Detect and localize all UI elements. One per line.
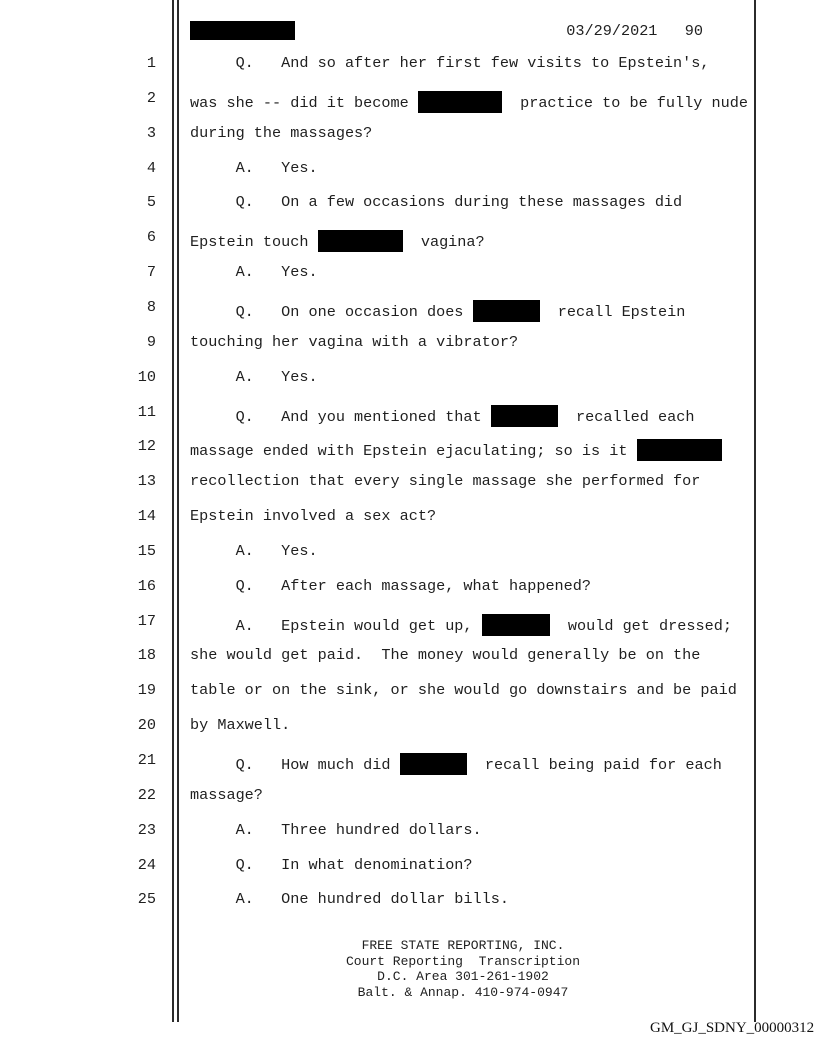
transcript-text: she would get paid. The money would generally be on the	[190, 646, 701, 665]
redaction-box	[491, 405, 558, 427]
line-number: 18	[137, 646, 156, 665]
line-number: 21	[137, 751, 156, 769]
transcript-text: A. Yes.	[190, 158, 318, 177]
line-text	[190, 718, 290, 733]
line-text	[190, 648, 700, 663]
page-header	[190, 20, 703, 42]
line-text	[190, 541, 318, 560]
line-text	[190, 123, 373, 142]
line-number: 11	[137, 402, 156, 421]
line-number: 20	[137, 716, 156, 735]
transcript-text: massage?	[190, 785, 263, 804]
line-number: 5	[146, 193, 156, 212]
line-number: 8	[146, 297, 156, 316]
line-text	[190, 300, 685, 322]
transcript-line	[0, 402, 754, 435]
redaction-box	[190, 21, 295, 40]
transcript-line	[0, 195, 754, 225]
transcript-line	[0, 332, 754, 365]
transcript-text: recollection that every single massage she performed for	[190, 472, 701, 491]
redaction-box	[318, 230, 403, 252]
line-number: 24	[137, 855, 156, 874]
transcript-line	[0, 576, 754, 609]
transcript-text: practice to be fully nude	[501, 93, 748, 112]
transcript-text: would get dressed;	[549, 616, 732, 635]
transcript-text: A. Three hundred dollars.	[190, 820, 482, 839]
line-text	[190, 56, 710, 71]
line-text	[190, 855, 473, 874]
line-number: 3	[146, 123, 156, 142]
line-number: 7	[146, 263, 156, 282]
transcript-text: recalled each	[557, 407, 695, 426]
header-date-and-page: 03/29/2021 90	[566, 22, 703, 40]
transcript-line	[0, 683, 754, 713]
transcript-text: was she -- did it become	[190, 93, 418, 112]
redaction-box	[400, 753, 467, 775]
line-text	[190, 91, 748, 113]
line-text	[190, 265, 318, 280]
transcript-line	[0, 611, 754, 644]
bates-number: GM_GJ_SDNY_00000312	[650, 1020, 815, 1036]
transcript-line	[0, 753, 754, 783]
transcript-line	[0, 648, 754, 678]
redaction-box	[473, 300, 540, 322]
right-margin-rule	[754, 0, 756, 1022]
line-number: 15	[137, 541, 156, 560]
transcript-text: Q. And so after her first few visits to Epstein's,	[190, 54, 710, 72]
transcript-text: Q. On one occasion does	[190, 302, 473, 321]
transcript-line	[0, 509, 754, 539]
transcript-text: Q. And you mentioned that	[190, 407, 491, 426]
redaction-box	[637, 439, 722, 461]
footer-line: Balt. & Annap. 410-974-0947	[357, 984, 569, 1000]
transcript-text: A. One hundred dollar bills.	[190, 890, 509, 909]
transcript-text: massage ended with Epstein ejaculating; so is it	[190, 442, 637, 461]
transcript-line	[0, 820, 754, 853]
line-number: 22	[137, 785, 156, 804]
transcript-text: A. Yes.	[190, 367, 318, 386]
transcript-text: A. Yes.	[190, 263, 318, 282]
transcript-text: recall Epstein	[539, 302, 686, 321]
line-text	[190, 195, 682, 210]
transcript-line	[0, 367, 754, 400]
line-number: 2	[146, 88, 156, 107]
transcript-text: table or on the sink, or she would go downstairs and be paid	[190, 681, 737, 700]
transcript-line	[0, 88, 754, 121]
line-number: 23	[137, 820, 156, 839]
redaction-box	[418, 91, 502, 113]
line-text	[190, 230, 485, 252]
line-number: 12	[137, 437, 156, 456]
line-text	[190, 576, 592, 595]
line-text	[190, 683, 737, 698]
redaction-box	[482, 614, 550, 636]
line-text	[190, 785, 263, 804]
line-number: 1	[146, 54, 156, 72]
line-number: 19	[137, 681, 156, 700]
line-text	[190, 405, 694, 427]
transcript-line	[0, 158, 754, 191]
transcript-line	[0, 855, 754, 888]
transcript-line	[0, 265, 754, 295]
transcript-text: A. Epstein would get up,	[190, 616, 482, 635]
line-text	[190, 332, 519, 351]
transcript-text: A. Yes.	[190, 541, 318, 560]
transcript-text: during the massages?	[190, 123, 373, 142]
transcript-line	[0, 123, 754, 156]
transcript-line	[0, 785, 754, 818]
line-text	[190, 439, 722, 461]
footer-line: D.C. Area 301-261-1902	[377, 969, 549, 985]
transcript-line	[0, 297, 754, 330]
transcript-text: Q. On a few occasions during these massages did	[190, 193, 683, 212]
line-text	[190, 892, 509, 907]
line-number: 17	[137, 611, 156, 630]
transcript-text: Q. After each massage, what happened?	[190, 576, 592, 595]
line-text	[190, 509, 436, 524]
transcript-line	[0, 56, 754, 86]
transcript-line	[0, 541, 754, 574]
transcript-text: Q. In what denomination?	[190, 855, 473, 874]
line-number: 13	[137, 472, 156, 491]
footer-line: Court Reporting Transcription	[345, 953, 581, 969]
transcript-text: vagina?	[402, 233, 485, 252]
line-text	[190, 474, 700, 489]
transcript-text: touching her vagina with a vibrator?	[190, 332, 519, 351]
footer-line: FREE STATE REPORTING, INC.	[361, 938, 565, 953]
transcript-text: Q. How much did	[190, 756, 400, 774]
line-number: 25	[137, 890, 156, 909]
line-number: 16	[137, 576, 156, 595]
line-text	[190, 367, 318, 386]
transcript-text: recall being paid for each	[466, 756, 722, 774]
transcript-text: Epstein involved a sex act?	[190, 507, 437, 526]
line-number: 6	[146, 228, 156, 247]
transcript-line	[0, 892, 754, 922]
line-text	[190, 753, 722, 775]
line-text	[190, 158, 318, 177]
transcript-text: by Maxwell.	[190, 716, 291, 735]
line-number: 10	[137, 367, 156, 386]
line-text	[190, 820, 482, 839]
transcript-line	[0, 439, 754, 469]
transcript-text: Epstein touch	[190, 233, 318, 252]
line-text	[190, 614, 732, 636]
transcript-line	[0, 230, 754, 260]
line-number: 9	[146, 332, 156, 351]
line-number: 14	[137, 507, 156, 526]
reporter-footer	[190, 938, 736, 1000]
transcript-line	[0, 718, 754, 748]
line-number: 4	[146, 158, 156, 177]
transcript-line	[0, 474, 754, 504]
